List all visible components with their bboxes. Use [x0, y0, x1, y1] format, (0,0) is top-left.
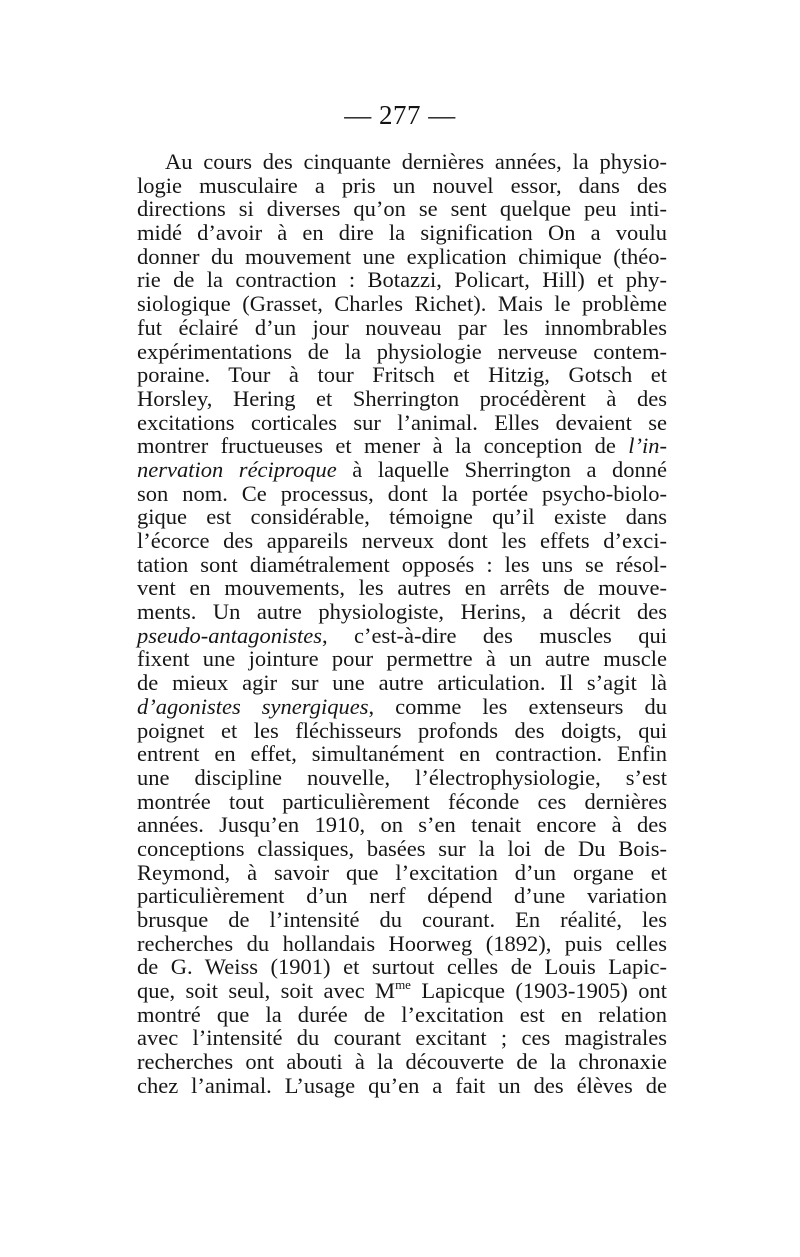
text-line [137, 174, 667, 198]
page-number: — 277 — [344, 100, 456, 130]
text-segment: Horsley, Hering et Sherrington procédèrent à des [137, 385, 667, 411]
text-line [137, 1050, 667, 1074]
text-segment: entrent en effet, simultanément en contraction. Enfin [137, 741, 667, 767]
text-segment: siologique (Grasset, Charles Richet). Mais le problème [137, 291, 667, 317]
text-line [137, 245, 667, 269]
text-line [137, 411, 667, 435]
text-segment: recherches ont abouti à la découverte de la chronaxie [137, 1049, 667, 1075]
text-segment: rie de la contraction : Botazzi, Policart, Hill) et phy- [137, 267, 667, 293]
superscript-text: me [395, 977, 411, 993]
text-line [137, 197, 667, 221]
text-line [137, 861, 667, 885]
text-segment: logie musculaire a pris un nouvel essor, dans des [137, 172, 667, 198]
text-segment: poraine. Tour à tour Fritsch et Hitzig, Gotsch et [137, 362, 667, 388]
text-line [137, 955, 667, 979]
text-line [137, 1003, 667, 1027]
text-segment: midé d’avoir à en dire la signification On a voulu [137, 220, 667, 246]
text-segment: donner du mouvement une explication chimique (théo- [137, 243, 667, 269]
text-line [137, 908, 667, 932]
text-segment: fut éclairé d’un jour nouveau par les innombrables [137, 314, 667, 340]
text-line [137, 434, 667, 458]
text-line [137, 529, 667, 553]
text-segment: recherches du hollandais Hoorweg (1892), puis celles [137, 930, 667, 956]
text-segment: à laquelle Sherrington a donné [336, 456, 667, 482]
text-line [137, 316, 667, 340]
text-segment: avec l’intensité du courant excitant ; ces magistrales [137, 1025, 667, 1051]
text-line [137, 553, 667, 577]
text-segment: tation sont diamétralement opposés : les uns se résol- [137, 551, 667, 577]
text-line [137, 695, 667, 719]
text-line [137, 1074, 667, 1098]
text-segment: particulièrement d’un nerf dépend d’une variation [137, 883, 667, 909]
text-segment: de mieux agir sur une autre articulation. Il s’agit là [137, 670, 667, 696]
italic-text: l’in- [628, 433, 667, 459]
text-segment: que, soit seul, soit avec M [137, 978, 396, 1004]
text-segment: directions si diverses qu’on se sent quelque peu inti- [137, 196, 667, 222]
text-segment: conceptions classiques, basées sur la loi de Du Bois- [137, 835, 667, 861]
text-segment: , c’est-à-dire des muscles qui [322, 622, 667, 648]
text-segment: expérimentations de la physiologie nerveuse contem- [137, 338, 667, 364]
text-line [137, 363, 667, 387]
text-segment: fixent une jointure pour permettre à un autre muscle [137, 646, 667, 672]
text-segment: une discipline nouvelle, l’électrophysiologie, s’est [137, 764, 667, 790]
text-segment: Lapicque (1903-1905) ont [410, 978, 667, 1004]
text-segment: son nom. Ce processus, dont la portée psycho-biolo- [137, 480, 667, 506]
text-segment: montrer fructueuses et mener à la conception de [137, 433, 629, 459]
text-line [137, 742, 667, 766]
italic-text: d’agonistes synergiques [137, 693, 369, 719]
text-line [137, 647, 667, 671]
text-line [137, 932, 667, 956]
text-line [137, 505, 667, 529]
text-segment: Reymond, à savoir que l’excitation d’un organe et [137, 859, 667, 885]
text-segment: poignet et les fléchisseurs profonds des doigts, qui [137, 717, 667, 743]
text-line [137, 813, 667, 837]
text-line [137, 766, 667, 790]
text-line [137, 1026, 667, 1050]
text-line [137, 458, 667, 482]
text-line [137, 790, 667, 814]
text-segment: montré que la durée de l’excitation est en relation [137, 1001, 667, 1027]
text-line [137, 671, 667, 695]
text-line [137, 576, 667, 600]
text-line [137, 150, 667, 174]
text-segment: gique est considérable, témoigne qu’il existe dans [137, 504, 667, 530]
text-segment: de G. Weiss (1901) et surtout celles de Louis Lapic- [137, 954, 667, 980]
text-segment: Au cours des cinquante dernières années, la physio- [165, 149, 667, 174]
text-line [137, 268, 667, 292]
body-paragraph [137, 150, 667, 1098]
text-line [137, 292, 667, 316]
italic-text: nervation réciproque [137, 456, 337, 482]
text-line [137, 624, 667, 648]
text-segment: ments. Un autre physiologiste, Herins, a décrit des [137, 599, 667, 625]
text-line [137, 340, 667, 364]
text-line [137, 387, 667, 411]
text-segment: chez l’animal. L’usage qu’en a fait un des élèves de [137, 1072, 667, 1098]
text-segment: vent en mouvements, les autres en arrêts de mouve- [137, 575, 667, 601]
text-line [137, 979, 667, 1003]
text-segment: montrée tout particulièrement féconde ces dernières [137, 788, 667, 814]
italic-text: pseudo-antagonistes [137, 622, 322, 648]
text-segment: années. Jusqu’en 1910, on s’en tenait encore à des [137, 812, 667, 838]
text-line [137, 482, 667, 506]
text-line [137, 221, 667, 245]
text-segment: brusque de l’intensité du courant. En réalité, les [137, 907, 667, 932]
text-line [137, 884, 667, 908]
text-segment: l’écorce des appareils nerveux dont les effets d’exci- [137, 528, 667, 553]
text-line [137, 837, 667, 861]
text-line [137, 719, 667, 743]
text-segment: , comme les extenseurs du [368, 693, 668, 719]
text-line [137, 600, 667, 624]
text-segment: excitations corticales sur l’animal. Elles devaient se [137, 409, 667, 435]
